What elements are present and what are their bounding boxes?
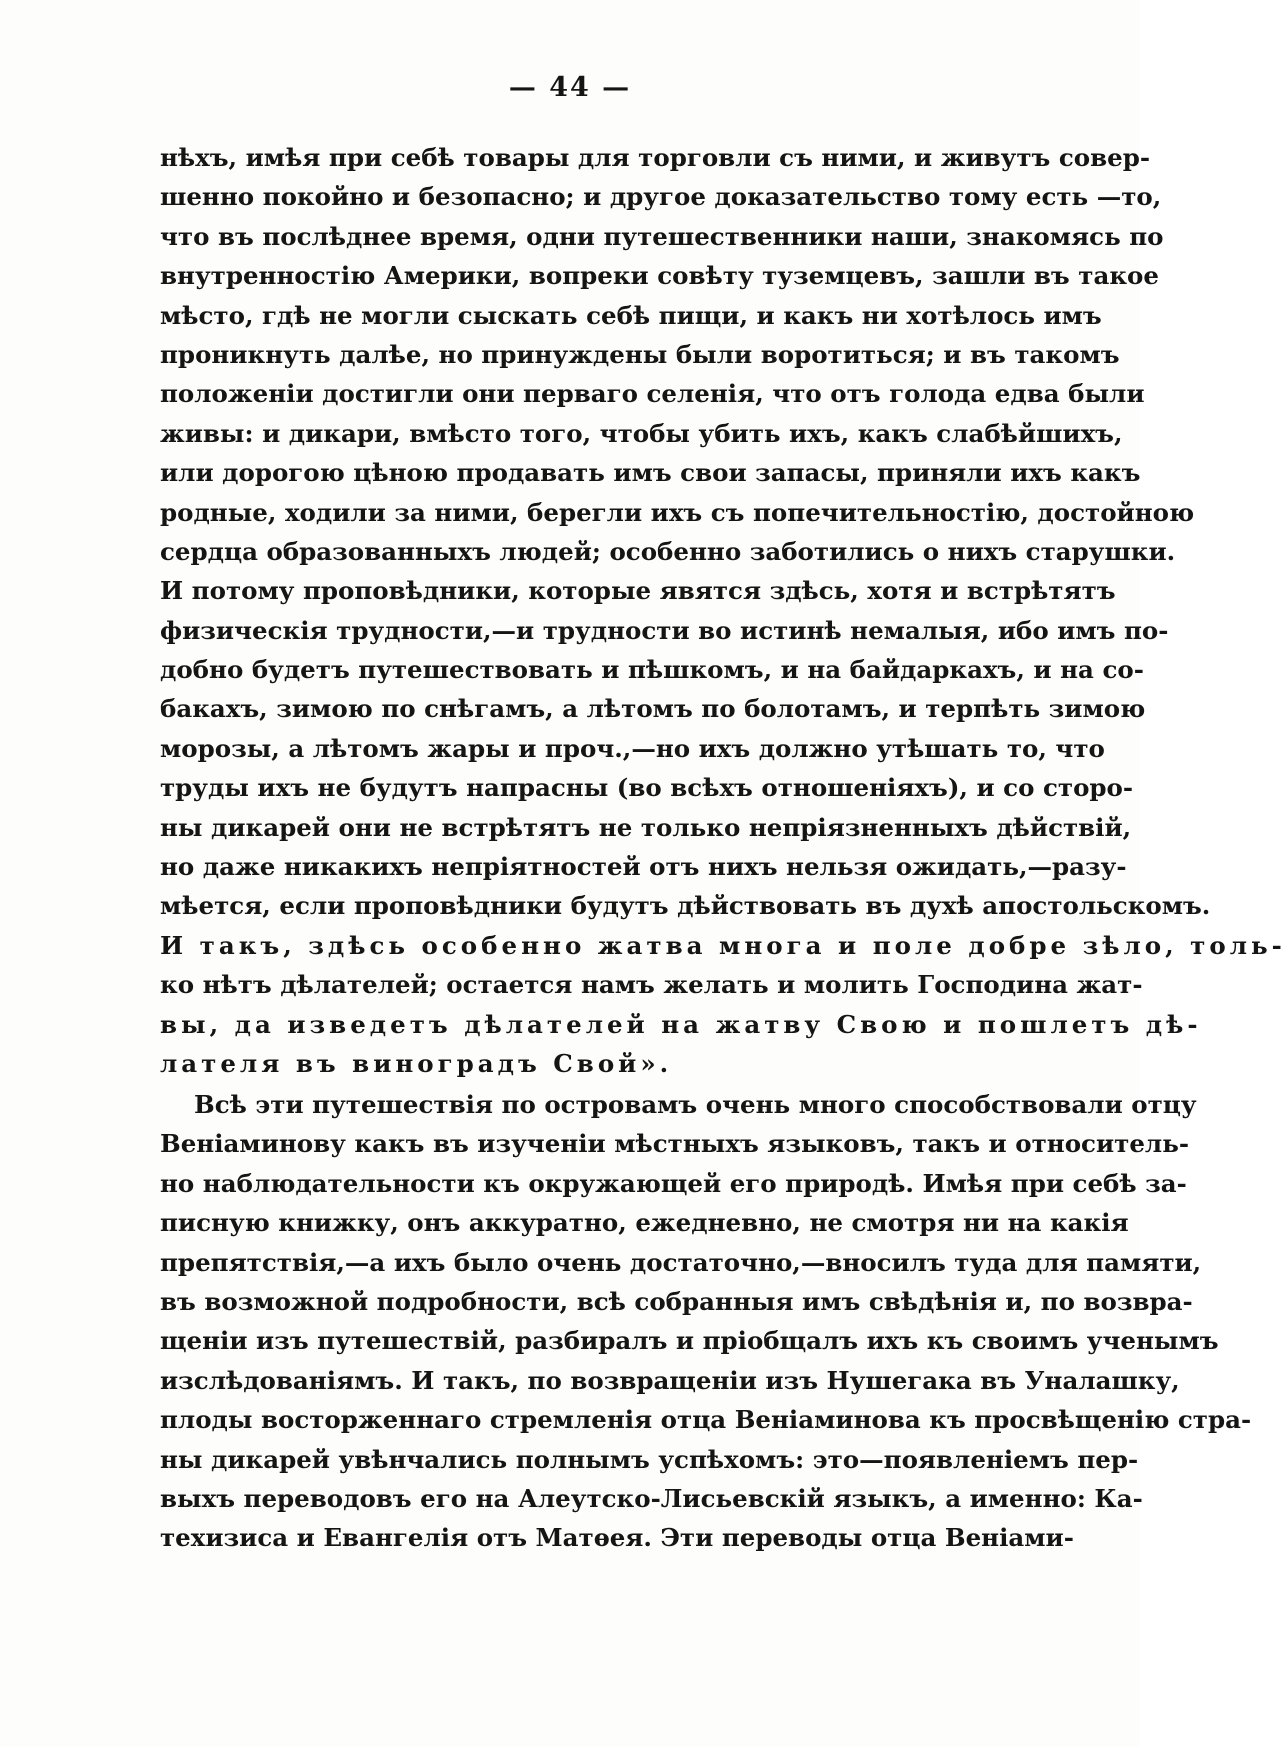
text-line: добно будетъ путешествовать и пѣшкомъ, и на байдаркахъ, и на со- <box>160 655 1144 685</box>
text-line: мѣется, если проповѣдники будутъ дѣйствовать въ духѣ апостольскомъ. <box>160 891 1211 921</box>
text-line: щеніи изъ путешествій, разбиралъ и пріобщалъ ихъ къ своимъ ученымъ <box>160 1326 1219 1356</box>
text-line: что въ послѣднее время, одни путешественники наши, знакомясь по <box>160 221 1164 251</box>
text-line: писную книжку, онъ аккуратно, ежедневно, не смотря ни на какія <box>160 1208 1129 1238</box>
text-line: сердца образованныхъ людей; особенно заботились о нихъ старушки. <box>160 536 1176 566</box>
text-line: или дорогою цѣною продавать имъ свои запасы, приняли ихъ какъ <box>160 458 1141 488</box>
text-line: физическія трудности,—и трудности во истинѣ немалыя, ибо имъ по- <box>160 615 1169 645</box>
text-line: препятствія,—а ихъ было очень достаточно,—вносилъ туда для памяти, <box>160 1247 1202 1277</box>
text-line: выхъ переводовъ его на Алеутско-Лисьевскій языкъ, а именно: Ка- <box>160 1483 1143 1513</box>
text-line: Всѣ эти путешествія по островамъ очень много способствовали отцу <box>194 1090 1197 1119</box>
text-line: вы, да изведетъ дѣлателей на жатву Свою и пошлетъ дѣ- <box>160 1009 1202 1039</box>
text-line: труды ихъ не будутъ напрасны (во всѣхъ отношеніяхъ), и со сторо- <box>160 773 1134 803</box>
text-line: ны дикарей они не встрѣтятъ не только непріязненныхъ дѣйствій, <box>160 812 1132 842</box>
text-line: И такъ, здѣсь особенно жатва многа и поле добре зѣло, толь- <box>160 930 1286 960</box>
text-line: нѣхъ, имѣя при себѣ товары для торговли съ ними, и живутъ совер- <box>160 143 1151 172</box>
text-line: но наблюдательности къ окружающей его природѣ. Имѣя при себѣ за- <box>160 1168 1187 1198</box>
text-line: И потому проповѣдники, которые явятся здѣсь, хотя и встрѣтятъ <box>160 576 1116 606</box>
text-line: изслѣдованіямъ. И такъ, по возвращеніи изъ Нушегака въ Уналашку, <box>160 1365 1180 1395</box>
text-line: мѣсто, гдѣ не могли сыскать себѣ пищи, и какъ ни хотѣлось имъ <box>160 300 1102 330</box>
text-line: живы: и дикари, вмѣсто того, чтобы убить ихъ, какъ слабѣйшихъ, <box>160 418 1123 448</box>
text-line: морозы, а лѣтомъ жары и проч.,—но ихъ должно утѣшать то, что <box>160 733 1105 763</box>
text-line: родные, ходили за ними, берегли ихъ съ попечительностію, достойною <box>160 497 1195 527</box>
text-line: положеніи достигли они перваго селенія, что отъ голода едва были <box>160 379 1145 409</box>
text-line: техизиса и Евангелія отъ Матѳея. Эти переводы отца Веніами- <box>160 1523 1074 1553</box>
text-line: ко нѣтъ дѣлателей; остается намъ желать и молить Господина жат- <box>160 970 1143 1000</box>
text-line: но даже никакихъ непріятностей отъ нихъ нельзя ожидать,—разу- <box>160 852 1127 882</box>
text-line: внутренностію Америки, вопреки совѣту туземцевъ, зашли въ такое <box>160 261 1159 291</box>
text-line: въ возможной подробности, всѣ собранныя имъ свѣдѣнія и, по возвра- <box>160 1286 1193 1316</box>
page-number: — 44 — <box>508 72 632 103</box>
paragraph-2 <box>160 1085 1252 1558</box>
text-line: бакахъ, зимою по снѣгамъ, а лѣтомъ по болотамъ, и терпѣть зимою <box>160 694 1146 724</box>
text-line: лателя въ виноградъ Свой». <box>160 1048 673 1078</box>
paragraph-1 <box>160 138 1286 1083</box>
text-line: Веніаминову какъ въ изученіи мѣстныхъ языковъ, такъ и относитель- <box>160 1129 1189 1159</box>
text-line: шенно покойно и безопасно; и другое доказательство тому есть —то, <box>160 182 1162 212</box>
text-line: ны дикарей увѣнчались полнымъ успѣхомъ: это—появленіемъ пер- <box>160 1444 1139 1474</box>
text-line: проникнуть далѣе, но принуждены были воротиться; и въ такомъ <box>160 339 1120 369</box>
text-line: плоды восторженнаго стремленія отца Веніаминова къ просвѣщенію стра- <box>160 1405 1252 1435</box>
